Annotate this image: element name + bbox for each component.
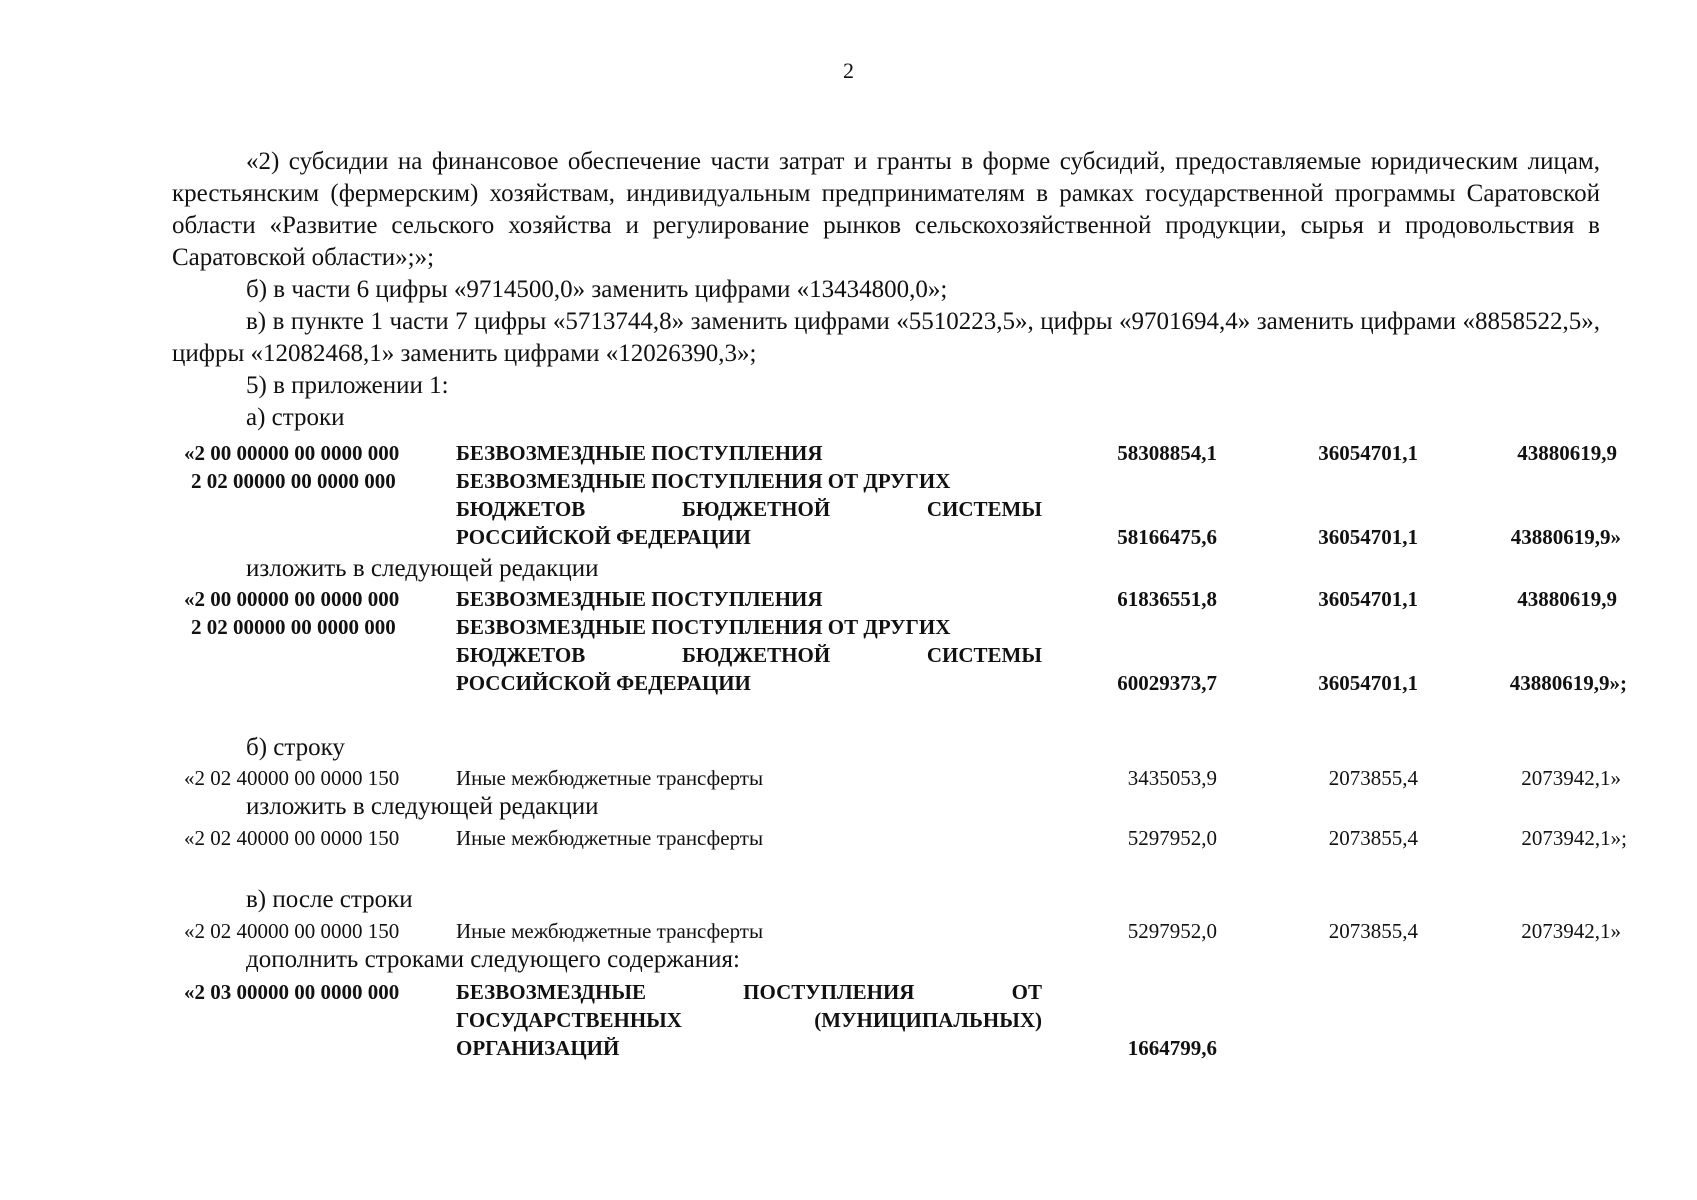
budget-name: Иные межбюджетные трансферты xyxy=(456,766,764,790)
paragraph-appendix-1: 5) в приложении 1: xyxy=(246,372,449,399)
budget-name xyxy=(456,1006,1042,1034)
name-word: БЕЗВОЗМЕЗДНЫЕ xyxy=(456,980,646,1004)
value-year-3: 43880619,9»; xyxy=(1509,671,1627,695)
name-word: ПОСТУПЛЕНИЯ xyxy=(743,980,915,1004)
budget-code: «2 00 00000 00 0000 000 xyxy=(184,441,400,465)
paragraph-subsidies: «2) субсидии на финансовое обеспечение части затрат и гранты в форме субсидий, предоставляемые юридическим лицам, крестьянским (фермерским) хозяйствам, индивидуальным предпринимателям в рамках государственной программы Саратовской области «Развитие сельского хозяйства и регулирование рынков сельскохозяйственной продукции, сырья и продовольствия в Саратовской области»;»; xyxy=(172,148,1600,271)
budget-name xyxy=(456,978,1042,1006)
name-line-2 xyxy=(456,495,1042,523)
budget-code: «2 02 40000 00 0000 150 xyxy=(184,766,400,790)
paragraph-rows-a: а) строки xyxy=(246,404,345,431)
name-word: БЮДЖЕТНОЙ xyxy=(681,497,831,521)
name-line-1: БЕЗВОЗМЕЗДНЫЕ ПОСТУПЛЕНИЯ ОТ ДРУГИХ xyxy=(456,469,951,493)
budget-code: «2 03 00000 00 0000 000 xyxy=(184,980,400,1004)
name-word: БЮДЖЕТОВ xyxy=(456,497,586,521)
budget-name: БЕЗВОЗМЕЗДНЫЕ ПОСТУПЛЕНИЯ xyxy=(456,441,823,465)
value-year-1: 1664799,6 xyxy=(1127,1036,1217,1060)
name-word: ОТ xyxy=(1011,980,1042,1004)
name-line-1 xyxy=(456,978,1042,1006)
value-year-3: 43880619,9» xyxy=(1510,525,1621,549)
value-year-2: 36054701,1 xyxy=(1318,587,1418,611)
value-year-1: 5297952,0 xyxy=(1127,826,1217,850)
name-line-3: РОССИЙСКОЙ ФЕДЕРАЦИИ xyxy=(456,671,751,695)
name-line-3: ОРГАНИЗАЦИЙ xyxy=(456,1036,620,1060)
paragraph-add-rows: дополнить строками следующего содержания: xyxy=(246,946,740,973)
value-year-1: 60029373,7 xyxy=(1117,671,1217,695)
paragraph-new-edition-b: изложить в следующей редакции xyxy=(246,793,599,820)
value-year-3: 43880619,9 xyxy=(1517,441,1617,465)
paragraph-new-edition-a: изложить в следующей редакции xyxy=(246,555,599,582)
paragraph-after-row-c: в) после строки xyxy=(246,886,413,913)
value-year-3: 2073942,1» xyxy=(1521,766,1621,790)
name-word: БЮДЖЕТОВ xyxy=(456,643,586,667)
page-number: 2 xyxy=(843,58,854,83)
paragraph-part-6: б) в части 6 цифры «9714500,0» заменить цифрами «13434800,0»; xyxy=(246,276,948,303)
value-year-1: 58308854,1 xyxy=(1117,441,1217,465)
budget-name xyxy=(456,495,1042,523)
value-year-2: 36054701,1 xyxy=(1318,525,1418,549)
budget-name xyxy=(456,467,1042,495)
budget-name: Иные межбюджетные трансферты xyxy=(456,919,764,943)
budget-code: 2 02 00000 00 0000 000 xyxy=(191,469,396,493)
name-word: ГОСУДАРСТВЕННЫХ xyxy=(456,1008,682,1032)
name-word: (МУНИЦИПАЛЬНЫХ) xyxy=(814,1008,1042,1032)
value-year-1: 58166475,6 xyxy=(1117,525,1217,549)
budget-code: «2 02 40000 00 0000 150 xyxy=(184,919,400,943)
budget-code: 2 02 00000 00 0000 000 xyxy=(191,615,396,639)
paragraph-row-b: б) строку xyxy=(246,734,345,761)
value-year-1: 61836551,8 xyxy=(1117,587,1217,611)
name-line-2 xyxy=(456,641,1042,669)
budget-name xyxy=(456,641,1042,669)
name-line-3: РОССИЙСКОЙ ФЕДЕРАЦИИ xyxy=(456,525,751,549)
value-year-3: 2073942,1» xyxy=(1521,919,1621,943)
budget-name: БЕЗВОЗМЕЗДНЫЕ ПОСТУПЛЕНИЯ xyxy=(456,587,823,611)
budget-code: «2 02 40000 00 0000 150 xyxy=(184,826,400,850)
value-year-3: 2073942,1»; xyxy=(1521,826,1627,850)
budget-code: «2 00 00000 00 0000 000 xyxy=(184,587,400,611)
value-year-2: 2073855,4 xyxy=(1328,826,1418,850)
name-line-2 xyxy=(456,1006,1042,1034)
value-year-2: 2073855,4 xyxy=(1328,766,1418,790)
name-word: СИСТЕМЫ xyxy=(926,643,1042,667)
value-year-2: 36054701,1 xyxy=(1318,671,1418,695)
name-word: СИСТЕМЫ xyxy=(926,497,1042,521)
value-year-2: 2073855,4 xyxy=(1328,919,1418,943)
value-year-2: 36054701,1 xyxy=(1318,441,1418,465)
budget-name: Иные межбюджетные трансферты xyxy=(456,826,764,850)
name-word: БЮДЖЕТНОЙ xyxy=(681,643,831,667)
value-year-1: 5297952,0 xyxy=(1127,919,1217,943)
value-year-1: 3435053,9 xyxy=(1127,766,1217,790)
value-year-3: 43880619,9 xyxy=(1517,587,1617,611)
name-line-1: БЕЗВОЗМЕЗДНЫЕ ПОСТУПЛЕНИЯ ОТ ДРУГИХ xyxy=(456,615,951,639)
paragraph-part-7: в) в пункте 1 части 7 цифры «5713744,8» заменить цифрами «5510223,5», цифры «9701694,4» заменить цифрами «8858522,5», цифры «12082468,1» заменить цифрами «12026390,3»; xyxy=(172,308,1600,367)
